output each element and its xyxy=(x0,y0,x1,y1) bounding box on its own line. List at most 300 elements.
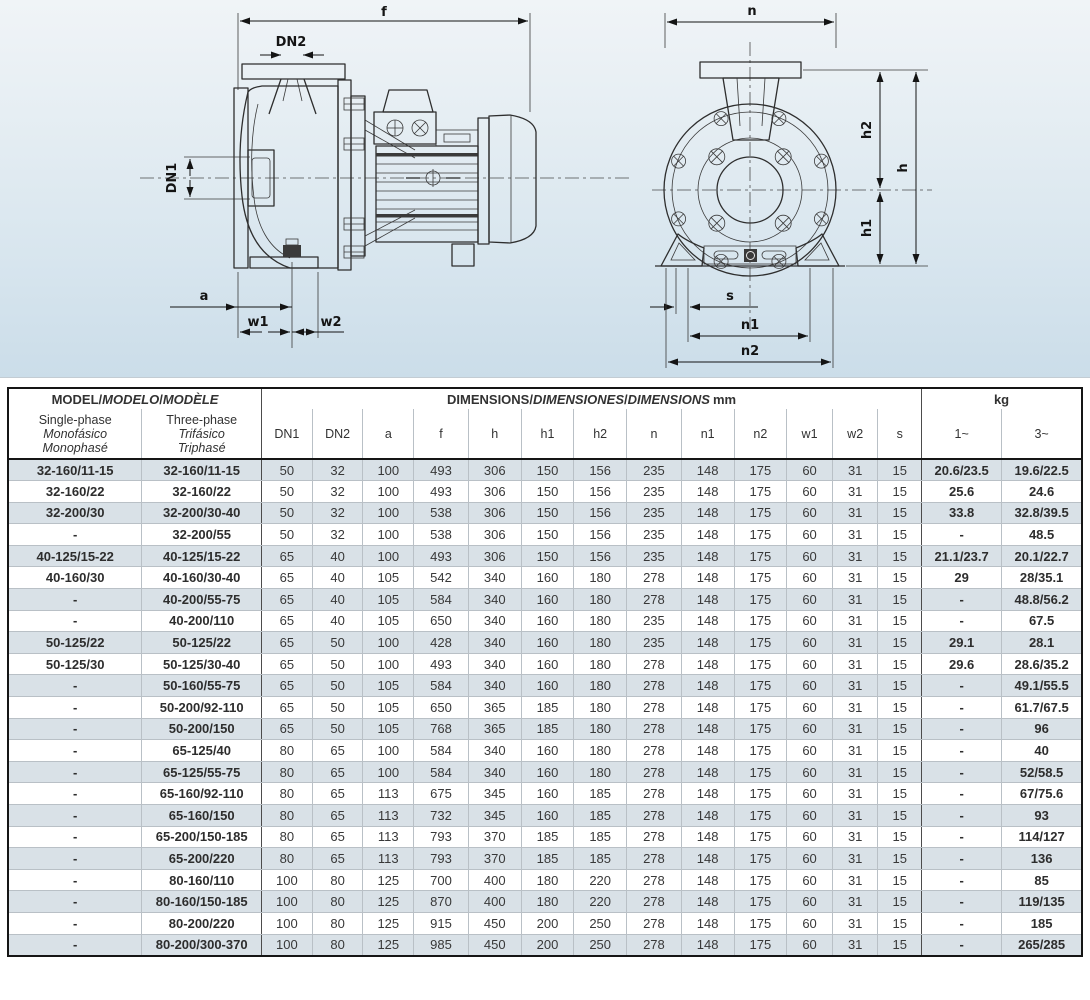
table-cell: 80 xyxy=(262,783,313,805)
table-cell: 150 xyxy=(521,481,574,503)
table-cell: 160 xyxy=(521,740,574,762)
table-cell: 28.1 xyxy=(1002,632,1082,654)
table-cell: 65 xyxy=(262,653,313,675)
table-row xyxy=(8,524,1082,546)
table-cell: 180 xyxy=(574,675,627,697)
table-cell: 180 xyxy=(574,589,627,611)
dimensions-header: DIMENSIONS/DIMENSIONES/DIMENSIONS mm xyxy=(262,388,922,409)
table-cell: 15 xyxy=(878,761,922,783)
table-cell: 52/58.5 xyxy=(1002,761,1082,783)
table-cell: 250 xyxy=(574,934,627,956)
table-cell: 148 xyxy=(681,481,734,503)
table-cell: - xyxy=(8,740,142,762)
dim-label-s: s xyxy=(726,289,734,304)
table-cell: - xyxy=(8,675,142,697)
table-cell: 105 xyxy=(363,697,414,719)
table-cell: 28.6/35.2 xyxy=(1002,653,1082,675)
table-row xyxy=(8,697,1082,719)
table-cell: 278 xyxy=(627,826,682,848)
table-cell: 185 xyxy=(521,848,574,870)
table-row xyxy=(8,912,1082,934)
table-cell: 60 xyxy=(787,524,833,546)
table-row xyxy=(8,761,1082,783)
table-cell: 31 xyxy=(832,826,878,848)
table-cell: 15 xyxy=(878,718,922,740)
table-cell: 156 xyxy=(574,502,627,524)
table-cell: 40-125/15-22 xyxy=(142,545,262,567)
table-cell: - xyxy=(8,697,142,719)
table-cell: 31 xyxy=(832,524,878,546)
table-cell: 29 xyxy=(922,567,1002,589)
table-cell: 31 xyxy=(832,869,878,891)
pump-front-view-drawing xyxy=(650,4,932,368)
table-cell: 250 xyxy=(574,912,627,934)
col-header-f: f xyxy=(414,409,469,459)
table-cell: 125 xyxy=(363,869,414,891)
table-cell: 185 xyxy=(521,718,574,740)
table-cell: 148 xyxy=(681,869,734,891)
table-row xyxy=(8,632,1082,654)
table-cell: 148 xyxy=(681,805,734,827)
table-cell: 65-200/150-185 xyxy=(142,826,262,848)
table-cell: 105 xyxy=(363,718,414,740)
table-cell: 50 xyxy=(262,502,313,524)
table-cell: 732 xyxy=(414,805,469,827)
table-cell: 136 xyxy=(1002,848,1082,870)
table-cell: 60 xyxy=(787,848,833,870)
table-cell: 65 xyxy=(312,783,363,805)
table-cell: 278 xyxy=(627,697,682,719)
table-cell: 65 xyxy=(262,589,313,611)
table-cell: 80 xyxy=(262,848,313,870)
table-cell: 180 xyxy=(574,718,627,740)
table-cell: 105 xyxy=(363,610,414,632)
table-cell: - xyxy=(8,912,142,934)
table-cell: 50-125/30-40 xyxy=(142,653,262,675)
table-cell: 148 xyxy=(681,610,734,632)
table-cell: 278 xyxy=(627,848,682,870)
table-cell: 100 xyxy=(363,653,414,675)
table-cell: 40 xyxy=(1002,740,1082,762)
table-cell: 265/285 xyxy=(1002,934,1082,956)
table-cell: 306 xyxy=(468,481,521,503)
table-cell: 100 xyxy=(363,502,414,524)
table-cell: 235 xyxy=(627,459,682,481)
table-cell: 67/75.6 xyxy=(1002,783,1082,805)
table-cell: 40 xyxy=(312,589,363,611)
table-cell: 105 xyxy=(363,589,414,611)
table-cell: 15 xyxy=(878,740,922,762)
table-cell: 60 xyxy=(787,826,833,848)
table-row xyxy=(8,502,1082,524)
table-cell: 60 xyxy=(787,912,833,934)
table-cell: 31 xyxy=(832,675,878,697)
table-cell: 156 xyxy=(574,545,627,567)
pump-side-view-drawing xyxy=(140,5,632,348)
table-cell: 148 xyxy=(681,740,734,762)
table-cell: 65-125/40 xyxy=(142,740,262,762)
table-cell: - xyxy=(922,761,1002,783)
table-cell: 148 xyxy=(681,545,734,567)
table-row xyxy=(8,826,1082,848)
table-cell: 180 xyxy=(574,610,627,632)
dim-label-w1: w1 xyxy=(247,315,269,330)
col-header-n1: n1 xyxy=(681,409,734,459)
table-cell: 220 xyxy=(574,869,627,891)
table-cell: 148 xyxy=(681,761,734,783)
table-cell: 100 xyxy=(363,481,414,503)
table-cell: 31 xyxy=(832,805,878,827)
table-cell: 50 xyxy=(312,653,363,675)
drawing-panel xyxy=(0,0,1090,378)
table-cell: - xyxy=(8,826,142,848)
table-cell: 65 xyxy=(262,718,313,740)
table-cell: 148 xyxy=(681,524,734,546)
table-cell: 125 xyxy=(363,891,414,913)
table-cell: 48.5 xyxy=(1002,524,1082,546)
table-cell: 100 xyxy=(363,740,414,762)
table-cell: 15 xyxy=(878,567,922,589)
table-cell: 160 xyxy=(521,610,574,632)
table-cell: 538 xyxy=(414,502,469,524)
table-cell: 93 xyxy=(1002,805,1082,827)
table-row xyxy=(8,805,1082,827)
table-cell: 278 xyxy=(627,567,682,589)
table-cell: 32 xyxy=(312,481,363,503)
table-cell: 150 xyxy=(521,524,574,546)
table-cell: 15 xyxy=(878,545,922,567)
table-cell: 85 xyxy=(1002,869,1082,891)
table-cell: 32 xyxy=(312,459,363,481)
table-cell: 80 xyxy=(312,912,363,934)
table-cell: 50 xyxy=(312,718,363,740)
col-header-s: s xyxy=(878,409,922,459)
table-cell: 60 xyxy=(787,632,833,654)
table-cell: 50-125/30 xyxy=(8,653,142,675)
table-cell: - xyxy=(922,848,1002,870)
table-row xyxy=(8,869,1082,891)
col-header-dn2: DN2 xyxy=(312,409,363,459)
table-cell: 650 xyxy=(414,697,469,719)
table-cell: 20.1/22.7 xyxy=(1002,545,1082,567)
table-cell: 175 xyxy=(734,567,787,589)
col-header-w2: w2 xyxy=(832,409,878,459)
table-cell: 306 xyxy=(468,545,521,567)
table-cell: 65-160/150 xyxy=(142,805,262,827)
table-cell: 125 xyxy=(363,934,414,956)
kg-header: kg xyxy=(922,388,1082,409)
table-row xyxy=(8,934,1082,956)
table-cell: 65 xyxy=(312,848,363,870)
table-cell: 340 xyxy=(468,761,521,783)
table-cell: 148 xyxy=(681,697,734,719)
table-cell: 493 xyxy=(414,481,469,503)
table-cell: 148 xyxy=(681,567,734,589)
table-cell: 60 xyxy=(787,891,833,913)
table-cell: 148 xyxy=(681,632,734,654)
table-cell: 31 xyxy=(832,610,878,632)
table-row xyxy=(8,653,1082,675)
table-cell: 365 xyxy=(468,697,521,719)
table-cell: 220 xyxy=(574,891,627,913)
table-cell: 50 xyxy=(312,697,363,719)
table-cell: 160 xyxy=(521,632,574,654)
table-cell: 15 xyxy=(878,934,922,956)
table-cell: 40-200/110 xyxy=(142,610,262,632)
table-row xyxy=(8,848,1082,870)
dim-label-f: f xyxy=(381,5,387,20)
table-cell: 148 xyxy=(681,589,734,611)
table-cell: 175 xyxy=(734,697,787,719)
table-row xyxy=(8,545,1082,567)
table-cell: 19.6/22.5 xyxy=(1002,459,1082,481)
table-cell: 60 xyxy=(787,481,833,503)
table-row xyxy=(8,718,1082,740)
col-header-h1: h1 xyxy=(521,409,574,459)
single-phase-header: Single-phase Monofásico Monophasé xyxy=(8,409,142,459)
table-cell: 80 xyxy=(262,761,313,783)
table-cell: 340 xyxy=(468,653,521,675)
table-cell: - xyxy=(8,891,142,913)
table-cell: 185 xyxy=(574,805,627,827)
table-cell: - xyxy=(922,675,1002,697)
col-header-n2: n2 xyxy=(734,409,787,459)
table-cell: 113 xyxy=(363,848,414,870)
table-cell: 80-200/300-370 xyxy=(142,934,262,956)
table-cell: 50-160/55-75 xyxy=(142,675,262,697)
table-cell: 119/135 xyxy=(1002,891,1082,913)
table-cell: 584 xyxy=(414,740,469,762)
table-cell: 200 xyxy=(521,934,574,956)
table-cell: 21.1/23.7 xyxy=(922,545,1002,567)
col-header-h2: h2 xyxy=(574,409,627,459)
table-cell: 278 xyxy=(627,934,682,956)
table-cell: 175 xyxy=(734,653,787,675)
table-cell: 278 xyxy=(627,675,682,697)
table-cell: - xyxy=(8,524,142,546)
table-cell: 400 xyxy=(468,869,521,891)
table-cell: 148 xyxy=(681,891,734,913)
table-cell: - xyxy=(922,912,1002,934)
table-cell: 278 xyxy=(627,653,682,675)
table-cell: 31 xyxy=(832,912,878,934)
table-cell: 50 xyxy=(262,481,313,503)
table-cell: 365 xyxy=(468,718,521,740)
table-cell: 370 xyxy=(468,848,521,870)
table-cell: 156 xyxy=(574,524,627,546)
table-cell: 175 xyxy=(734,805,787,827)
col-header-w1: w1 xyxy=(787,409,833,459)
table-cell: 96 xyxy=(1002,718,1082,740)
table-cell: 175 xyxy=(734,589,787,611)
table-cell: 65 xyxy=(262,697,313,719)
table-cell: 113 xyxy=(363,783,414,805)
table-cell: 60 xyxy=(787,610,833,632)
table-cell: 15 xyxy=(878,524,922,546)
table-cell: 185 xyxy=(521,826,574,848)
table-cell: - xyxy=(8,869,142,891)
table-cell: 65 xyxy=(312,761,363,783)
kg-col-header-3ph: 3~ xyxy=(1002,409,1082,459)
table-cell: 180 xyxy=(521,891,574,913)
table-cell: - xyxy=(8,805,142,827)
table-cell: 60 xyxy=(787,589,833,611)
table-cell: 180 xyxy=(574,653,627,675)
table-cell: 493 xyxy=(414,545,469,567)
table-cell: 50 xyxy=(312,675,363,697)
table-cell: 40 xyxy=(312,610,363,632)
table-cell: - xyxy=(8,610,142,632)
table-cell: 32 xyxy=(312,524,363,546)
table-cell: - xyxy=(8,761,142,783)
table-cell: 15 xyxy=(878,697,922,719)
table-cell: 493 xyxy=(414,459,469,481)
table-cell: - xyxy=(922,805,1002,827)
model-header: MODEL/MODELO/MODÈLE xyxy=(8,388,262,409)
table-cell: 40-160/30 xyxy=(8,567,142,589)
dim-label-h: h xyxy=(896,163,911,173)
table-cell: 15 xyxy=(878,459,922,481)
table-row xyxy=(8,740,1082,762)
table-cell: 278 xyxy=(627,891,682,913)
table-cell: 15 xyxy=(878,632,922,654)
table-cell: 60 xyxy=(787,805,833,827)
table-cell: 306 xyxy=(468,524,521,546)
table-cell: 60 xyxy=(787,934,833,956)
table-cell: 60 xyxy=(787,675,833,697)
table-cell: 60 xyxy=(787,718,833,740)
pump-drawings xyxy=(0,0,1090,378)
table-cell: 100 xyxy=(363,632,414,654)
table-cell: 31 xyxy=(832,459,878,481)
table-cell: 65 xyxy=(312,826,363,848)
table-cell: 15 xyxy=(878,826,922,848)
table-cell: 768 xyxy=(414,718,469,740)
table-cell: - xyxy=(922,740,1002,762)
table-cell: 15 xyxy=(878,891,922,913)
table-cell: 584 xyxy=(414,675,469,697)
table-cell: 32-200/30-40 xyxy=(142,502,262,524)
table-cell: 340 xyxy=(468,610,521,632)
table-cell: 80-160/150-185 xyxy=(142,891,262,913)
table-cell: - xyxy=(922,826,1002,848)
table-cell: 40 xyxy=(312,545,363,567)
table-cell: 584 xyxy=(414,589,469,611)
table-cell: 160 xyxy=(521,783,574,805)
table-cell: 67.5 xyxy=(1002,610,1082,632)
table-cell: 148 xyxy=(681,912,734,934)
table-cell: 185 xyxy=(574,826,627,848)
table-cell: 40-125/15-22 xyxy=(8,545,142,567)
table-cell: 60 xyxy=(787,567,833,589)
table-cell: 675 xyxy=(414,783,469,805)
table-cell: 915 xyxy=(414,912,469,934)
table-cell: 31 xyxy=(832,740,878,762)
table-cell: - xyxy=(922,524,1002,546)
table-cell: 340 xyxy=(468,567,521,589)
table-cell: 175 xyxy=(734,891,787,913)
table-cell: 100 xyxy=(363,761,414,783)
table-cell: 50-200/92-110 xyxy=(142,697,262,719)
table-cell: 65 xyxy=(262,610,313,632)
table-cell: 235 xyxy=(627,610,682,632)
dim-label-h2: h2 xyxy=(860,120,875,140)
table-cell: 60 xyxy=(787,783,833,805)
three-phase-header: Three-phase Trifásico Triphasé xyxy=(142,409,262,459)
table-cell: 15 xyxy=(878,912,922,934)
table-cell: 15 xyxy=(878,502,922,524)
table-cell: 175 xyxy=(734,869,787,891)
table-cell: 100 xyxy=(262,934,313,956)
table-cell: 40 xyxy=(312,567,363,589)
table-cell: 156 xyxy=(574,459,627,481)
table-cell: 48.8/56.2 xyxy=(1002,589,1082,611)
table-cell: 31 xyxy=(832,502,878,524)
table-cell: 100 xyxy=(363,545,414,567)
table-cell: 148 xyxy=(681,502,734,524)
table-cell: 793 xyxy=(414,848,469,870)
table-cell: 28/35.1 xyxy=(1002,567,1082,589)
table-cell: 15 xyxy=(878,481,922,503)
table-cell: 185 xyxy=(1002,912,1082,934)
table-cell: 113 xyxy=(363,805,414,827)
table-cell: 175 xyxy=(734,481,787,503)
table-cell: 278 xyxy=(627,869,682,891)
table-cell: 278 xyxy=(627,589,682,611)
dimensions-table xyxy=(7,387,1083,957)
table-cell: 32 xyxy=(312,502,363,524)
table-cell: 175 xyxy=(734,632,787,654)
table-cell: 20.6/23.5 xyxy=(922,459,1002,481)
dim-label-dn1: DN1 xyxy=(165,162,180,194)
table-cell: 450 xyxy=(468,912,521,934)
table-cell: 31 xyxy=(832,481,878,503)
table-cell: 870 xyxy=(414,891,469,913)
table-cell: 31 xyxy=(832,761,878,783)
table-cell: 15 xyxy=(878,610,922,632)
table-cell: 180 xyxy=(574,567,627,589)
table-cell: 50-125/22 xyxy=(8,632,142,654)
table-cell: 100 xyxy=(262,869,313,891)
table-cell: 15 xyxy=(878,848,922,870)
table-cell: 278 xyxy=(627,783,682,805)
table-cell: 200 xyxy=(521,912,574,934)
table-cell: - xyxy=(922,610,1002,632)
table-cell: 31 xyxy=(832,934,878,956)
table-cell: 400 xyxy=(468,891,521,913)
dim-label-n1: n1 xyxy=(740,318,760,333)
table-cell: 60 xyxy=(787,869,833,891)
table-cell: 340 xyxy=(468,589,521,611)
dim-label-n: n xyxy=(747,4,757,19)
table-cell: 180 xyxy=(521,869,574,891)
table-cell: 80 xyxy=(262,826,313,848)
table-cell: 235 xyxy=(627,545,682,567)
dim-label-h1: h1 xyxy=(860,218,875,238)
table-cell: - xyxy=(922,718,1002,740)
table-cell: 156 xyxy=(574,481,627,503)
table-cell: 278 xyxy=(627,761,682,783)
table-cell: 185 xyxy=(574,848,627,870)
table-cell: 493 xyxy=(414,653,469,675)
table-cell: 15 xyxy=(878,783,922,805)
table-cell: 65 xyxy=(262,545,313,567)
table-row xyxy=(8,567,1082,589)
table-cell: 32-160/11-15 xyxy=(142,459,262,481)
table-cell: 175 xyxy=(734,826,787,848)
table-cell: 175 xyxy=(734,934,787,956)
table-cell: 65 xyxy=(312,805,363,827)
